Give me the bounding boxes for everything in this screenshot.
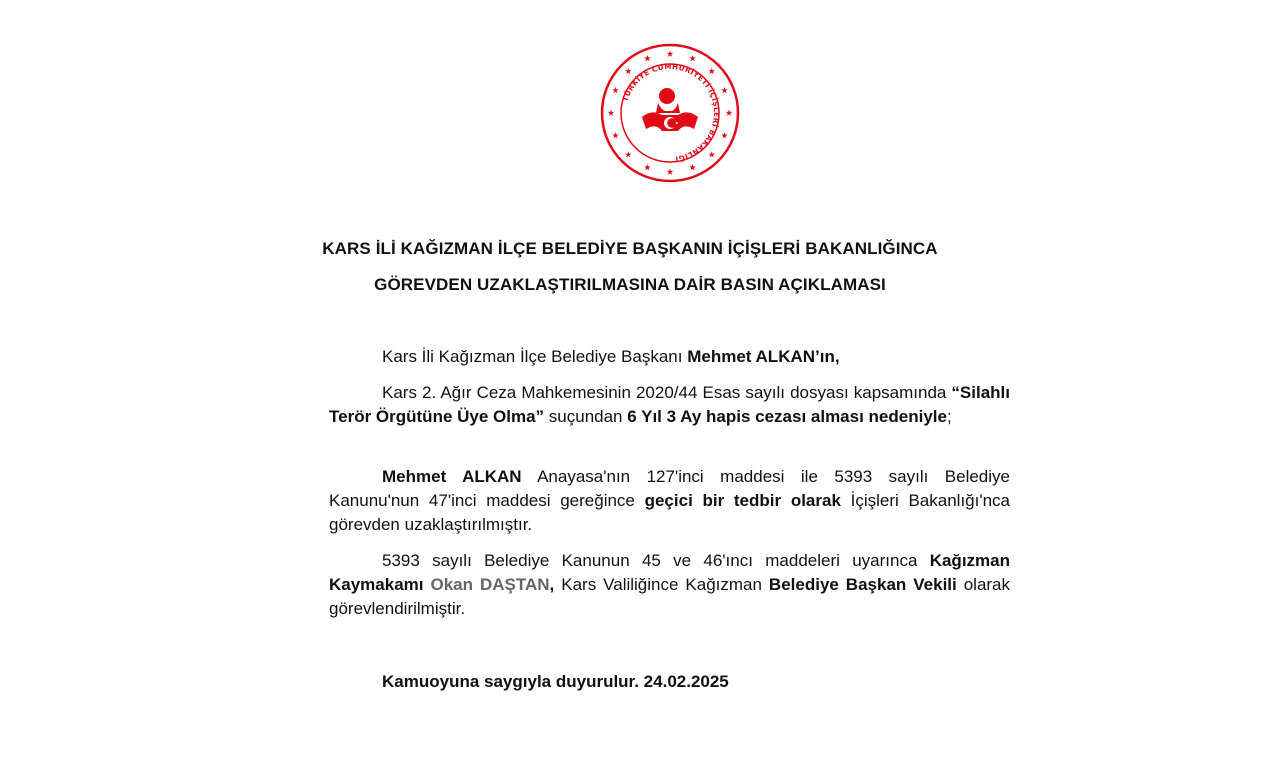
seal-star-icon bbox=[612, 132, 619, 138]
seal-star-icon bbox=[608, 110, 615, 116]
p4-bold-comma: , bbox=[549, 575, 555, 594]
p3-bold-name: Mehmet ALKAN bbox=[382, 467, 522, 486]
p4-appointee-name: Okan DAŞTAN bbox=[430, 575, 550, 594]
p2-bold-sentence: 6 Yıl 3 Ay hapis cezası alması nedeniyle bbox=[627, 407, 947, 426]
title-line-1: KARS İLİ KAĞIZMAN İLÇE BELEDİYE BAŞKANIN İÇİŞLERİ BAKANLIĞINCA bbox=[322, 239, 938, 258]
seal-star-icon bbox=[667, 169, 674, 175]
p4-text-2: Kars Valiliğince Kağızman bbox=[554, 575, 769, 594]
p1-text: Kars İli Kağızman İlçe Belediye Başkanı bbox=[382, 347, 688, 366]
seal-star-icon bbox=[689, 164, 696, 170]
p1-bold-name: Mehmet ALKAN’ın, bbox=[687, 347, 840, 366]
paragraph-1 bbox=[329, 345, 1010, 369]
seal-star-icon bbox=[625, 68, 632, 74]
seal-star-icon bbox=[708, 151, 715, 157]
seal-star-icon bbox=[689, 55, 696, 61]
seal-star-icon bbox=[644, 164, 651, 170]
ministry-seal-graphic bbox=[600, 43, 740, 183]
p2-bold-charge: “Silahlı Terör Örgütüne Üye Olma” bbox=[329, 383, 1010, 426]
seal-text: TÜRKİYE CUMHURİYETİ İÇİŞLERİ BAKANLIĞI bbox=[620, 61, 722, 164]
p4-bold-kaymakam: Kağızman Kaymakamı bbox=[329, 551, 1010, 594]
p3-text-1: Anayasa'nın 127'inci maddesi ile 5393 sayılı Belediye Kanunu'nun 47'inci maddesi gereğince bbox=[329, 467, 1010, 510]
title-line-2: GÖREVDEN UZAKLAŞTIRILMASINA DAİR BASIN AÇIKLAMASI bbox=[374, 275, 886, 294]
paragraph-4 bbox=[329, 549, 1010, 621]
p4-text-1: 5393 sayılı Belediye Kanunun 45 ve 46'ıncı maddeleri uyarınca bbox=[382, 551, 930, 570]
seal-star-icon bbox=[612, 87, 619, 93]
seal-star-icon bbox=[667, 51, 674, 57]
seal-star-icon bbox=[721, 87, 728, 93]
p4-text-3: olarak görevlendirilmiştir. bbox=[329, 575, 1011, 618]
p2-text-1: Kars 2. Ağır Ceza Mahkemesinin 2020/44 Esas sayılı dosyası kapsamında bbox=[382, 383, 952, 402]
seal-star-icon bbox=[726, 110, 733, 116]
seal-star-icon bbox=[625, 151, 632, 157]
ministry-seal bbox=[600, 43, 740, 183]
p2-text-2: suçundan bbox=[544, 407, 628, 426]
seal-star-icon bbox=[708, 68, 715, 74]
closing-line: Kamuoyuna saygıyla duyurulur. 24.02.2025 bbox=[382, 672, 729, 691]
p2-text-3: ; bbox=[946, 407, 952, 426]
seal-star-icon bbox=[721, 132, 728, 138]
paragraph-2 bbox=[329, 381, 1010, 429]
p3-bold-measure: geçici bir tedbir olarak bbox=[644, 491, 841, 510]
seal-star-icon bbox=[644, 55, 651, 61]
p3-text-2: İçişleri Bakanlığı'nca görevden uzaklaştırılmıştır. bbox=[329, 491, 1010, 534]
paragraph-3 bbox=[329, 465, 1010, 537]
p4-bold-title: Belediye Başkan Vekili bbox=[768, 575, 957, 594]
